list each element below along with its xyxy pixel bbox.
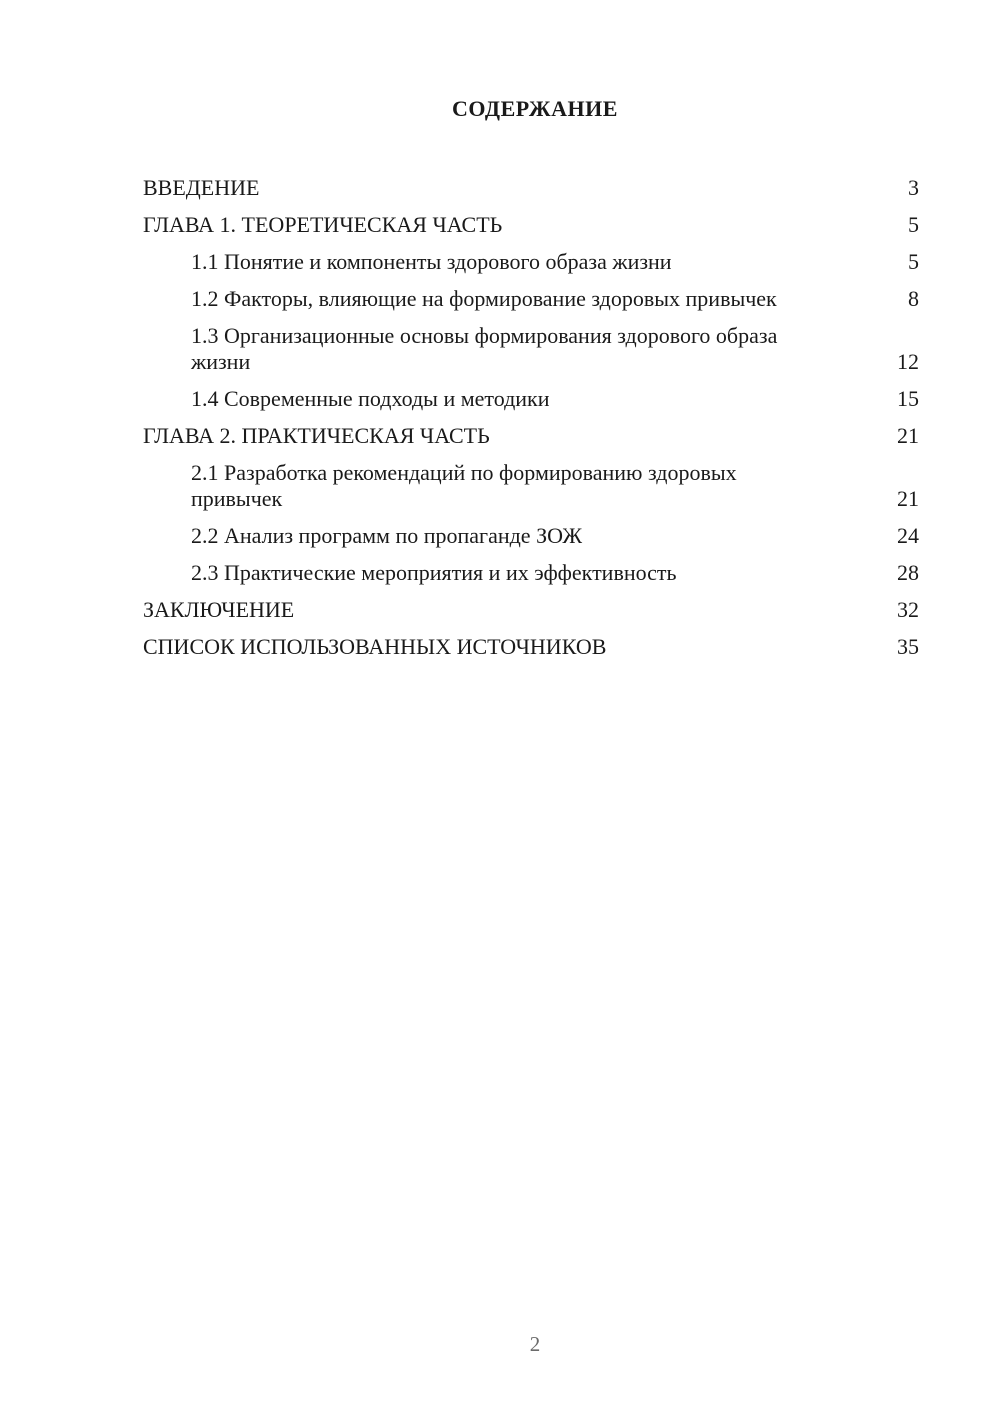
toc-entry-section-2-1 bbox=[143, 455, 919, 518]
toc-entry-page: 8 bbox=[908, 286, 919, 311]
toc-entry-section-1-2 bbox=[143, 281, 919, 318]
toc-entry-label: ГЛАВА 2. ПРАКТИЧЕСКАЯ ЧАСТЬ bbox=[143, 423, 490, 448]
toc-entry-references bbox=[143, 629, 919, 666]
toc-entry-label: СПИСОК ИСПОЛЬЗОВАННЫХ ИСТОЧНИКОВ bbox=[143, 634, 607, 659]
toc-entry-page: 15 bbox=[897, 386, 919, 411]
toc-entry-page: 21 bbox=[897, 486, 919, 511]
toc-entry-section-1-4 bbox=[143, 381, 919, 418]
toc-entry-page: 32 bbox=[897, 597, 919, 622]
toc-entry-chapter-1 bbox=[143, 207, 919, 244]
toc-entry-introduction bbox=[143, 170, 919, 207]
toc-entry-page: 5 bbox=[908, 212, 919, 237]
toc-entry-label: ЗАКЛЮЧЕНИЕ bbox=[143, 597, 295, 622]
toc-entry-page: 24 bbox=[897, 523, 919, 548]
toc-title: СОДЕРЖАНИЕ bbox=[452, 96, 618, 121]
toc-entry-label: ГЛАВА 1. ТЕОРЕТИЧЕСКАЯ ЧАСТЬ bbox=[143, 212, 503, 237]
toc-entry-label: 1.3 Организационные основы формирования здорового образа жизни bbox=[191, 323, 778, 374]
toc-entry-conclusion bbox=[143, 592, 919, 629]
toc-entry-page: 21 bbox=[897, 423, 919, 448]
toc-entry-label: 1.4 Современные подходы и методики bbox=[191, 386, 550, 411]
toc-entry-page: 5 bbox=[908, 249, 919, 274]
toc-entry-label: ВВЕДЕНИЕ bbox=[143, 175, 260, 200]
toc-entry-page: 12 bbox=[897, 349, 919, 374]
toc-list bbox=[143, 170, 919, 666]
page-number: 2 bbox=[529, 1332, 541, 1356]
toc-entry-label: 2.2 Анализ программ по пропаганде ЗОЖ bbox=[191, 523, 583, 548]
toc-entry-page: 28 bbox=[897, 560, 919, 585]
toc-entry-chapter-2 bbox=[143, 418, 919, 455]
toc-entry-section-2-3 bbox=[143, 555, 919, 592]
toc-entry-section-1-3 bbox=[143, 318, 919, 381]
toc-entry-section-1-1 bbox=[143, 244, 919, 281]
toc-entry-label: 2.3 Практические мероприятия и их эффективность bbox=[191, 560, 677, 585]
toc-entry-label: 2.1 Разработка рекомендаций по формированию здоровых привычек bbox=[191, 460, 737, 511]
toc-entry-page: 35 bbox=[897, 634, 919, 659]
toc-entry-section-2-2 bbox=[143, 518, 919, 555]
toc-entry-label: 1.1 Понятие и компоненты здорового образа жизни bbox=[191, 249, 672, 274]
toc-entry-page: 3 bbox=[908, 175, 919, 200]
toc-entry-label: 1.2 Факторы, влияющие на формирование здоровых привычек bbox=[191, 286, 777, 311]
